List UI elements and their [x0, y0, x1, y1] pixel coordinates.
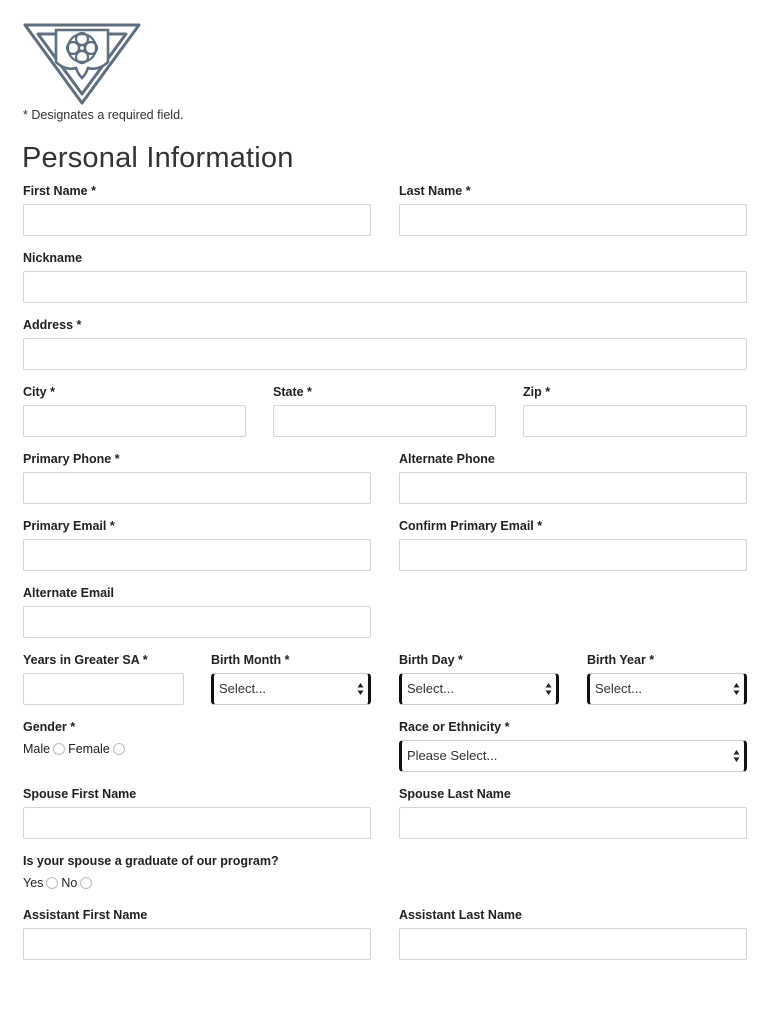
years-in-sa-label: Years in Greater SA * [23, 653, 148, 667]
spouse-last-name-label: Spouse Last Name [399, 787, 511, 801]
logo-icon [22, 22, 142, 106]
race-select[interactable] [399, 740, 747, 772]
spouse-yes-radio[interactable] [46, 877, 58, 889]
birth-year-select[interactable] [587, 673, 747, 705]
state-input[interactable] [273, 405, 496, 437]
race-label: Race or Ethnicity * [399, 720, 510, 734]
spouse-graduate-radio-group [23, 876, 95, 890]
nickname-input[interactable] [23, 271, 747, 303]
assistant-last-name-label: Assistant Last Name [399, 908, 522, 922]
zip-input[interactable] [523, 405, 747, 437]
gender-female-label: Female [68, 742, 110, 756]
alternate-phone-input[interactable] [399, 472, 747, 504]
updown-arrows-icon [357, 682, 364, 696]
birth-month-label: Birth Month * [211, 653, 290, 667]
assistant-first-name-label: Assistant First Name [23, 908, 148, 922]
birth-year-value: Select... [595, 681, 642, 696]
birth-day-value: Select... [407, 681, 454, 696]
first-name-input[interactable] [23, 204, 371, 236]
last-name-input[interactable] [399, 204, 747, 236]
confirm-email-input[interactable] [399, 539, 747, 571]
years-in-sa-input[interactable] [23, 673, 184, 705]
spouse-first-name-input[interactable] [23, 807, 371, 839]
required-note: * Designates a required field. [23, 108, 184, 122]
primary-phone-label: Primary Phone * [23, 452, 120, 466]
race-value: Please Select... [407, 748, 498, 763]
spouse-last-name-input[interactable] [399, 807, 747, 839]
birth-day-select[interactable] [399, 673, 559, 705]
gender-radio-group [23, 742, 128, 756]
gender-label: Gender * [23, 720, 76, 734]
state-label: State * [273, 385, 312, 399]
gender-female-radio[interactable] [113, 743, 125, 755]
primary-email-label: Primary Email * [23, 519, 115, 533]
nickname-label: Nickname [23, 251, 83, 265]
updown-arrows-icon [733, 749, 740, 763]
confirm-email-label: Confirm Primary Email * [399, 519, 543, 533]
alternate-email-input[interactable] [23, 606, 371, 638]
city-input[interactable] [23, 405, 246, 437]
primary-phone-input[interactable] [23, 472, 371, 504]
birth-year-label: Birth Year * [587, 653, 655, 667]
spouse-graduate-label: Is your spouse a graduate of our program? [23, 854, 279, 868]
alternate-email-label: Alternate Email [23, 586, 115, 600]
updown-arrows-icon [545, 682, 552, 696]
zip-label: Zip * [523, 385, 551, 399]
page-title: Personal Information [22, 142, 294, 174]
assistant-first-name-input[interactable] [23, 928, 371, 960]
spouse-no-radio[interactable] [80, 877, 92, 889]
address-input[interactable] [23, 338, 747, 370]
address-label: Address * [23, 318, 82, 332]
alternate-phone-label: Alternate Phone [399, 452, 495, 466]
gender-male-radio[interactable] [53, 743, 65, 755]
city-label: City * [23, 385, 55, 399]
updown-arrows-icon [733, 682, 740, 696]
last-name-label: Last Name * [399, 184, 471, 198]
first-name-label: First Name * [23, 184, 96, 198]
spouse-yes-label: Yes [23, 876, 44, 890]
birth-day-label: Birth Day * [399, 653, 463, 667]
birth-month-value: Select... [219, 681, 266, 696]
primary-email-input[interactable] [23, 539, 371, 571]
birth-month-select[interactable] [211, 673, 371, 705]
assistant-last-name-input[interactable] [399, 928, 747, 960]
spouse-no-label: No [61, 876, 78, 890]
spouse-first-name-label: Spouse First Name [23, 787, 137, 801]
gender-male-label: Male [23, 742, 51, 756]
